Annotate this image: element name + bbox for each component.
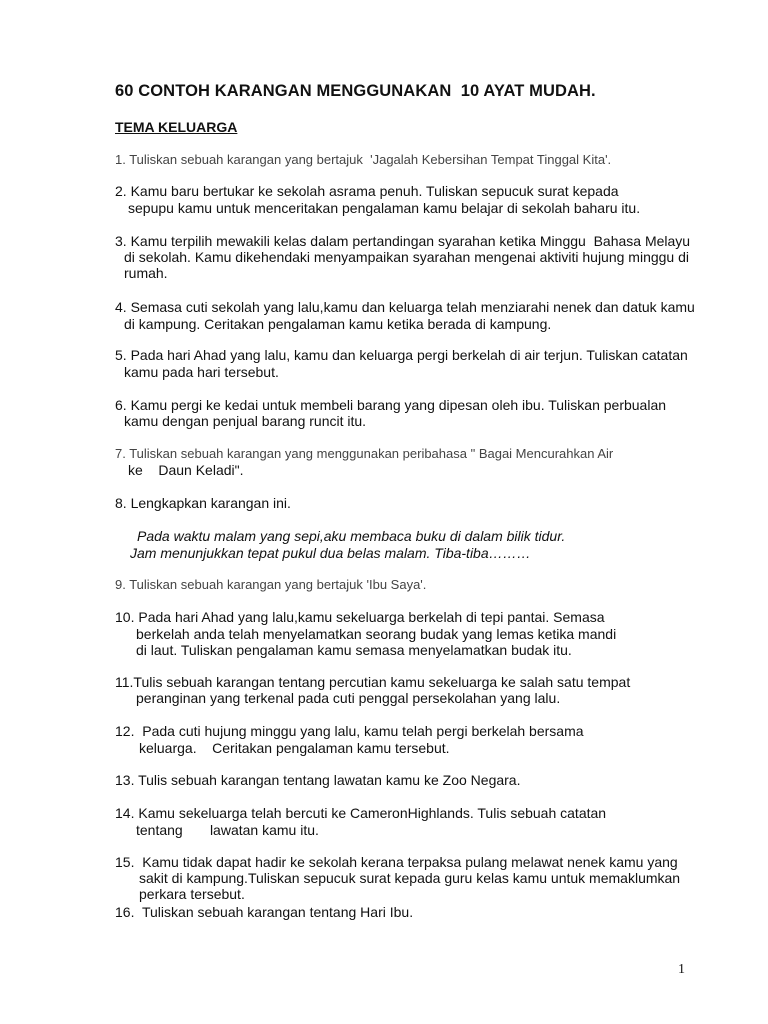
item-5-line-2: kamu pada hari tersebut. <box>124 364 279 380</box>
item-7-line-1: 7. Tuliskan sebuah karangan yang menggunakan peribahasa " Bagai Mencurahkan Air <box>115 446 614 461</box>
item-8-line-1: 8. Lengkapkan karangan ini. <box>115 495 291 511</box>
item-3-line-1: 3. Kamu terpilih mewakili kelas dalam pertandingan syarahan ketika Minggu Bahasa Melayu <box>115 233 691 249</box>
document-title: 60 CONTOH KARANGAN MENGGUNAKAN 10 AYAT MUDAH. <box>115 82 596 100</box>
item-15-line-2: sakit di kampung.Tuliskan sepucuk surat kepada guru kelas kamu untuk memaklumkan <box>139 870 681 886</box>
section-heading: TEMA KELUARGA <box>115 119 238 135</box>
item-7-line-2: ke Daun Keladi". <box>128 462 244 478</box>
item-11-line-2: peranginan yang terkenal pada cuti penggal persekolahan yang lalu. <box>136 690 561 706</box>
page-number: 1 <box>678 962 685 977</box>
item-6-line-1: 6. Kamu pergi ke kedai untuk membeli barang yang dipesan oleh ibu. Tuliskan perbualan <box>115 397 667 413</box>
item-1-line-1: 1. Tuliskan sebuah karangan yang bertajuk 'Jagalah Kebersihan Tempat Tinggal Kita'. <box>115 152 612 167</box>
item-3-line-2: di sekolah. Kamu dikehendaki menyampaikan syarahan mengenai aktiviti hujung minggu di <box>124 249 690 265</box>
item-14-line-1: 14. Kamu sekeluarga telah bercuti ke CameronHighlands. Tulis sebuah catatan <box>115 805 607 821</box>
item-12-line-1: 12. Pada cuti hujung minggu yang lalu, kamu telah pergi berkelah bersama <box>115 723 584 739</box>
item-15-line-1: 15. Kamu tidak dapat hadir ke sekolah kerana terpaksa pulang melawat nenek kamu yang <box>115 854 678 870</box>
item-3-line-3: rumah. <box>124 265 168 281</box>
item-2-line-2: sepupu kamu untuk menceritakan pengalaman kamu belajar di sekolah baharu itu. <box>128 200 641 216</box>
item-11-line-1: 11.Tulis sebuah karangan tentang percutian kamu sekeluarga ke salah satu tempat <box>115 674 631 690</box>
item-9-line-1: 9. Tuliskan sebuah karangan yang bertajuk 'Ibu Saya'. <box>115 577 427 592</box>
item-10-line-1: 10. Pada hari Ahad yang lalu,kamu sekeluarga berkelah di tepi pantai. Semasa <box>115 609 605 625</box>
item-10-line-3: di laut. Tuliskan pengalaman kamu semasa menyelamatkan budak itu. <box>136 642 572 658</box>
quote-line-1: Pada waktu malam yang sepi,aku membaca buku di dalam bilik tidur. <box>137 528 566 544</box>
item-5-line-1: 5. Pada hari Ahad yang lalu, kamu dan keluarga pergi berkelah di air terjun. Tuliskan catatan <box>115 347 688 363</box>
item-15-line-3: perkara tersebut. <box>139 886 245 902</box>
item-16-line-1: 16. Tuliskan sebuah karangan tentang Hari Ibu. <box>115 904 414 920</box>
item-10-line-2: berkelah anda telah menyelamatkan seorang budak yang lemas ketika mandi <box>136 626 617 642</box>
item-4-line-2: di kampung. Ceritakan pengalaman kamu ketika berada di kampung. <box>124 316 552 332</box>
item-4-line-1: 4. Semasa cuti sekolah yang lalu,kamu dan keluarga telah menziarahi nenek dan datuk kamu <box>115 299 695 315</box>
item-14-line-2: tentang lawatan kamu itu. <box>136 822 319 838</box>
item-6-line-2: kamu dengan penjual barang runcit itu. <box>124 413 367 429</box>
item-13-line-1: 13. Tulis sebuah karangan tentang lawatan kamu ke Zoo Negara. <box>115 772 521 788</box>
item-12-line-2: keluarga. Ceritakan pengalaman kamu tersebut. <box>139 740 450 756</box>
quote-line-2: Jam menunjukkan tepat pukul dua belas malam. Tiba-tiba……… <box>130 545 531 561</box>
item-2-line-1: 2. Kamu baru bertukar ke sekolah asrama penuh. Tuliskan sepucuk surat kepada <box>115 183 619 199</box>
